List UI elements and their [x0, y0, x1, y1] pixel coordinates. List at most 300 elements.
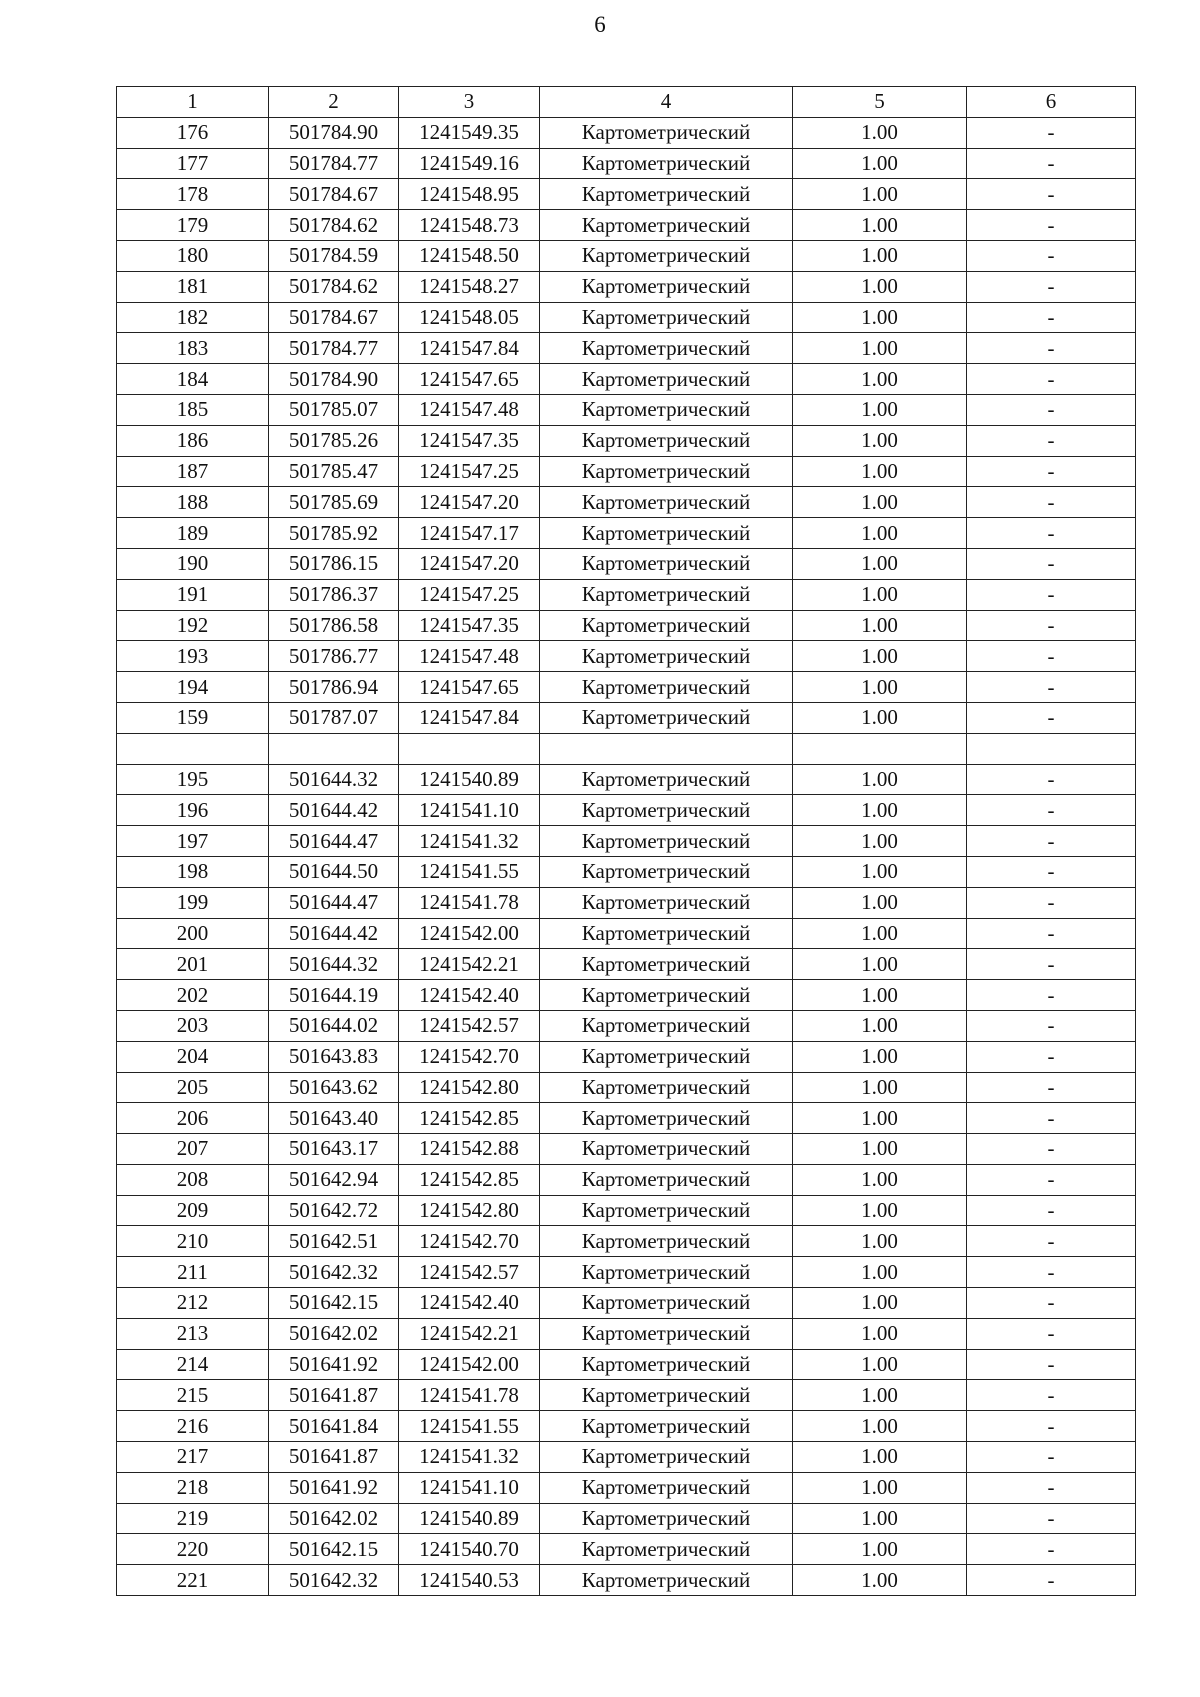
x-coordinate-cell: 501785.07 — [269, 394, 399, 425]
method-cell: Картометрический — [540, 1318, 793, 1349]
method-cell: Картометрический — [540, 1349, 793, 1380]
point-number-cell: 177 — [117, 148, 269, 179]
method-cell: Картометрический — [540, 1010, 793, 1041]
column-header: 6 — [967, 87, 1136, 118]
x-coordinate-cell: 501642.02 — [269, 1318, 399, 1349]
note-cell: - — [967, 1041, 1136, 1072]
accuracy-cell: 1.00 — [793, 795, 967, 826]
method-cell: Картометрический — [540, 1195, 793, 1226]
method-cell: Картометрический — [540, 1072, 793, 1103]
point-number-cell: 195 — [117, 764, 269, 795]
method-cell: Картометрический — [540, 333, 793, 364]
accuracy-cell: 1.00 — [793, 1195, 967, 1226]
note-cell: - — [967, 1349, 1136, 1380]
accuracy-cell: 1.00 — [793, 949, 967, 980]
accuracy-cell: 1.00 — [793, 364, 967, 395]
method-cell: Картометрический — [540, 456, 793, 487]
method-cell: Картометрический — [540, 826, 793, 857]
table-row — [117, 949, 1136, 980]
x-coordinate-cell: 501641.92 — [269, 1349, 399, 1380]
accuracy-cell: 1.00 — [793, 672, 967, 703]
accuracy-cell: 1.00 — [793, 548, 967, 579]
accuracy-cell: 1.00 — [793, 333, 967, 364]
method-cell: Картометрический — [540, 1442, 793, 1473]
x-coordinate-cell: 501784.77 — [269, 333, 399, 364]
x-coordinate-cell: 501644.02 — [269, 1010, 399, 1041]
note-cell: - — [967, 210, 1136, 241]
note-cell: - — [967, 394, 1136, 425]
y-coordinate-cell: 1241540.89 — [399, 1503, 540, 1534]
accuracy-cell: 1.00 — [793, 179, 967, 210]
point-number-cell: 183 — [117, 333, 269, 364]
point-number-cell — [117, 733, 269, 764]
y-coordinate-cell: 1241547.20 — [399, 487, 540, 518]
table-row — [117, 856, 1136, 887]
note-cell: - — [967, 1195, 1136, 1226]
method-cell: Картометрический — [540, 271, 793, 302]
x-coordinate-cell — [269, 733, 399, 764]
note-cell: - — [967, 1565, 1136, 1596]
x-coordinate-cell: 501642.72 — [269, 1195, 399, 1226]
method-cell — [540, 733, 793, 764]
x-coordinate-cell: 501785.69 — [269, 487, 399, 518]
method-cell: Картометрический — [540, 1411, 793, 1442]
y-coordinate-cell: 1241542.40 — [399, 1288, 540, 1319]
point-number-cell: 178 — [117, 179, 269, 210]
note-cell: - — [967, 487, 1136, 518]
point-number-cell: 205 — [117, 1072, 269, 1103]
accuracy-cell: 1.00 — [793, 641, 967, 672]
note-cell: - — [967, 1288, 1136, 1319]
x-coordinate-cell: 501784.67 — [269, 179, 399, 210]
y-coordinate-cell: 1241541.32 — [399, 1442, 540, 1473]
x-coordinate-cell: 501644.19 — [269, 980, 399, 1011]
table-row — [117, 1226, 1136, 1257]
table-row — [117, 1134, 1136, 1165]
table-row — [117, 641, 1136, 672]
note-cell: - — [967, 456, 1136, 487]
table-row — [117, 1411, 1136, 1442]
table-row — [117, 1503, 1136, 1534]
note-cell: - — [967, 918, 1136, 949]
x-coordinate-cell: 501787.07 — [269, 702, 399, 733]
x-coordinate-cell: 501785.47 — [269, 456, 399, 487]
x-coordinate-cell: 501784.62 — [269, 210, 399, 241]
accuracy-cell: 1.00 — [793, 1257, 967, 1288]
accuracy-cell: 1.00 — [793, 579, 967, 610]
point-number-cell: 212 — [117, 1288, 269, 1319]
accuracy-cell: 1.00 — [793, 1226, 967, 1257]
accuracy-cell: 1.00 — [793, 918, 967, 949]
point-number-cell: 180 — [117, 240, 269, 271]
y-coordinate-cell: 1241541.78 — [399, 887, 540, 918]
y-coordinate-cell: 1241547.84 — [399, 333, 540, 364]
table-row — [117, 240, 1136, 271]
method-cell: Картометрический — [540, 887, 793, 918]
table-row — [117, 1072, 1136, 1103]
x-coordinate-cell: 501644.32 — [269, 949, 399, 980]
point-number-cell: 181 — [117, 271, 269, 302]
note-cell: - — [967, 240, 1136, 271]
point-number-cell: 219 — [117, 1503, 269, 1534]
accuracy-cell: 1.00 — [793, 980, 967, 1011]
accuracy-cell: 1.00 — [793, 148, 967, 179]
method-cell: Картометрический — [540, 764, 793, 795]
accuracy-cell: 1.00 — [793, 1442, 967, 1473]
y-coordinate-cell: 1241542.70 — [399, 1041, 540, 1072]
accuracy-cell — [793, 733, 967, 764]
method-cell: Картометрический — [540, 1565, 793, 1596]
accuracy-cell: 1.00 — [793, 1072, 967, 1103]
y-coordinate-cell: 1241540.89 — [399, 764, 540, 795]
accuracy-cell: 1.00 — [793, 1103, 967, 1134]
note-cell: - — [967, 1103, 1136, 1134]
method-cell: Картометрический — [540, 1103, 793, 1134]
y-coordinate-cell: 1241547.25 — [399, 579, 540, 610]
y-coordinate-cell: 1241542.57 — [399, 1257, 540, 1288]
table-row — [117, 702, 1136, 733]
method-cell: Картометрический — [540, 148, 793, 179]
method-cell: Картометрический — [540, 1472, 793, 1503]
y-coordinate-cell: 1241548.50 — [399, 240, 540, 271]
x-coordinate-cell: 501786.15 — [269, 548, 399, 579]
y-coordinate-cell: 1241540.53 — [399, 1565, 540, 1596]
x-coordinate-cell: 501641.87 — [269, 1442, 399, 1473]
x-coordinate-cell: 501786.94 — [269, 672, 399, 703]
x-coordinate-cell: 501641.92 — [269, 1472, 399, 1503]
method-cell: Картометрический — [540, 1503, 793, 1534]
table-row — [117, 1164, 1136, 1195]
table-row — [117, 795, 1136, 826]
table-row — [117, 117, 1136, 148]
y-coordinate-cell: 1241549.35 — [399, 117, 540, 148]
table-row — [117, 1010, 1136, 1041]
y-coordinate-cell: 1241542.00 — [399, 918, 540, 949]
point-number-cell: 209 — [117, 1195, 269, 1226]
x-coordinate-cell: 501642.02 — [269, 1503, 399, 1534]
x-coordinate-cell: 501641.87 — [269, 1380, 399, 1411]
table-row — [117, 425, 1136, 456]
point-number-cell: 186 — [117, 425, 269, 456]
point-number-cell: 189 — [117, 518, 269, 549]
y-coordinate-cell: 1241542.21 — [399, 949, 540, 980]
y-coordinate-cell: 1241540.70 — [399, 1534, 540, 1565]
y-coordinate-cell: 1241542.88 — [399, 1134, 540, 1165]
table-row — [117, 1195, 1136, 1226]
point-number-cell: 206 — [117, 1103, 269, 1134]
y-coordinate-cell: 1241547.48 — [399, 641, 540, 672]
x-coordinate-cell: 501784.90 — [269, 364, 399, 395]
y-coordinate-cell: 1241548.73 — [399, 210, 540, 241]
accuracy-cell: 1.00 — [793, 826, 967, 857]
table-row — [117, 179, 1136, 210]
table-row — [117, 672, 1136, 703]
point-number-cell: 202 — [117, 980, 269, 1011]
method-cell: Картометрический — [540, 1164, 793, 1195]
coordinates-table — [116, 86, 1136, 1596]
point-number-cell: 179 — [117, 210, 269, 241]
y-coordinate-cell: 1241542.00 — [399, 1349, 540, 1380]
note-cell: - — [967, 887, 1136, 918]
point-number-cell: 198 — [117, 856, 269, 887]
y-coordinate-cell: 1241542.85 — [399, 1164, 540, 1195]
point-number-cell: 201 — [117, 949, 269, 980]
note-cell: - — [967, 1534, 1136, 1565]
x-coordinate-cell: 501785.92 — [269, 518, 399, 549]
table-row — [117, 548, 1136, 579]
x-coordinate-cell: 501784.62 — [269, 271, 399, 302]
y-coordinate-cell: 1241542.40 — [399, 980, 540, 1011]
y-coordinate-cell: 1241542.80 — [399, 1072, 540, 1103]
column-header: 5 — [793, 87, 967, 118]
y-coordinate-cell: 1241548.95 — [399, 179, 540, 210]
note-cell: - — [967, 1411, 1136, 1442]
note-cell: - — [967, 1503, 1136, 1534]
note-cell: - — [967, 641, 1136, 672]
note-cell: - — [967, 795, 1136, 826]
x-coordinate-cell: 501644.47 — [269, 887, 399, 918]
method-cell: Картометрический — [540, 980, 793, 1011]
method-cell: Картометрический — [540, 518, 793, 549]
accuracy-cell: 1.00 — [793, 1134, 967, 1165]
y-coordinate-cell: 1241542.70 — [399, 1226, 540, 1257]
method-cell: Картометрический — [540, 641, 793, 672]
table-row — [117, 826, 1136, 857]
accuracy-cell: 1.00 — [793, 456, 967, 487]
x-coordinate-cell: 501786.37 — [269, 579, 399, 610]
y-coordinate-cell: 1241547.35 — [399, 425, 540, 456]
note-cell: - — [967, 1257, 1136, 1288]
y-coordinate-cell: 1241548.05 — [399, 302, 540, 333]
accuracy-cell: 1.00 — [793, 302, 967, 333]
table-row — [117, 733, 1136, 764]
y-coordinate-cell — [399, 733, 540, 764]
table-row — [117, 456, 1136, 487]
note-cell: - — [967, 702, 1136, 733]
table-row — [117, 918, 1136, 949]
method-cell: Картометрический — [540, 1226, 793, 1257]
method-cell: Картометрический — [540, 179, 793, 210]
method-cell: Картометрический — [540, 1534, 793, 1565]
note-cell: - — [967, 179, 1136, 210]
table-row — [117, 1472, 1136, 1503]
note-cell: - — [967, 117, 1136, 148]
accuracy-cell: 1.00 — [793, 1318, 967, 1349]
point-number-cell: 210 — [117, 1226, 269, 1257]
y-coordinate-cell: 1241542.85 — [399, 1103, 540, 1134]
table-row — [117, 1318, 1136, 1349]
point-number-cell: 203 — [117, 1010, 269, 1041]
table-body — [117, 87, 1136, 1596]
table-row — [117, 518, 1136, 549]
table-row — [117, 887, 1136, 918]
point-number-cell: 184 — [117, 364, 269, 395]
y-coordinate-cell: 1241541.55 — [399, 1411, 540, 1442]
method-cell: Картометрический — [540, 795, 793, 826]
point-number-cell: 214 — [117, 1349, 269, 1380]
point-number-cell: 187 — [117, 456, 269, 487]
y-coordinate-cell: 1241547.48 — [399, 394, 540, 425]
column-header: 3 — [399, 87, 540, 118]
point-number-cell: 204 — [117, 1041, 269, 1072]
column-header: 1 — [117, 87, 269, 118]
accuracy-cell: 1.00 — [793, 856, 967, 887]
note-cell: - — [967, 1318, 1136, 1349]
column-header: 4 — [540, 87, 793, 118]
table-row — [117, 148, 1136, 179]
point-number-cell: 188 — [117, 487, 269, 518]
y-coordinate-cell: 1241547.65 — [399, 672, 540, 703]
y-coordinate-cell: 1241547.25 — [399, 456, 540, 487]
point-number-cell: 218 — [117, 1472, 269, 1503]
accuracy-cell: 1.00 — [793, 1380, 967, 1411]
table-row — [117, 1349, 1136, 1380]
x-coordinate-cell: 501642.15 — [269, 1288, 399, 1319]
method-cell: Картометрический — [540, 240, 793, 271]
table-row — [117, 1380, 1136, 1411]
point-number-cell: 193 — [117, 641, 269, 672]
table-row — [117, 1257, 1136, 1288]
x-coordinate-cell: 501643.40 — [269, 1103, 399, 1134]
table-row — [117, 364, 1136, 395]
note-cell: - — [967, 1226, 1136, 1257]
note-cell: - — [967, 1072, 1136, 1103]
note-cell: - — [967, 1472, 1136, 1503]
note-cell: - — [967, 1010, 1136, 1041]
x-coordinate-cell: 501644.47 — [269, 826, 399, 857]
accuracy-cell: 1.00 — [793, 1411, 967, 1442]
x-coordinate-cell: 501642.32 — [269, 1565, 399, 1596]
y-coordinate-cell: 1241541.55 — [399, 856, 540, 887]
point-number-cell: 197 — [117, 826, 269, 857]
x-coordinate-cell: 501642.32 — [269, 1257, 399, 1288]
y-coordinate-cell: 1241547.65 — [399, 364, 540, 395]
table-row — [117, 487, 1136, 518]
method-cell: Картометрический — [540, 210, 793, 241]
point-number-cell: 216 — [117, 1411, 269, 1442]
point-number-cell: 196 — [117, 795, 269, 826]
table-row — [117, 1442, 1136, 1473]
y-coordinate-cell: 1241547.35 — [399, 610, 540, 641]
accuracy-cell: 1.00 — [793, 394, 967, 425]
accuracy-cell: 1.00 — [793, 1503, 967, 1534]
method-cell: Картометрический — [540, 672, 793, 703]
point-number-cell: 200 — [117, 918, 269, 949]
x-coordinate-cell: 501786.77 — [269, 641, 399, 672]
table-row — [117, 1534, 1136, 1565]
point-number-cell: 182 — [117, 302, 269, 333]
note-cell: - — [967, 610, 1136, 641]
point-number-cell: 176 — [117, 117, 269, 148]
point-number-cell: 194 — [117, 672, 269, 703]
accuracy-cell: 1.00 — [793, 1472, 967, 1503]
method-cell: Картометрический — [540, 364, 793, 395]
column-header: 2 — [269, 87, 399, 118]
point-number-cell: 159 — [117, 702, 269, 733]
table-row — [117, 1103, 1136, 1134]
point-number-cell: 185 — [117, 394, 269, 425]
method-cell: Картометрический — [540, 117, 793, 148]
point-number-cell: 208 — [117, 1164, 269, 1195]
note-cell: - — [967, 764, 1136, 795]
note-cell: - — [967, 1442, 1136, 1473]
note-cell: - — [967, 548, 1136, 579]
x-coordinate-cell: 501642.15 — [269, 1534, 399, 1565]
table-row — [117, 1565, 1136, 1596]
table-row — [117, 764, 1136, 795]
y-coordinate-cell: 1241542.80 — [399, 1195, 540, 1226]
accuracy-cell: 1.00 — [793, 240, 967, 271]
accuracy-cell: 1.00 — [793, 764, 967, 795]
accuracy-cell: 1.00 — [793, 487, 967, 518]
point-number-cell: 191 — [117, 579, 269, 610]
table-header-row — [117, 87, 1136, 118]
y-coordinate-cell: 1241548.27 — [399, 271, 540, 302]
method-cell: Картометрический — [540, 425, 793, 456]
y-coordinate-cell: 1241541.10 — [399, 1472, 540, 1503]
y-coordinate-cell: 1241547.84 — [399, 702, 540, 733]
table-row — [117, 579, 1136, 610]
note-cell: - — [967, 302, 1136, 333]
x-coordinate-cell: 501644.32 — [269, 764, 399, 795]
accuracy-cell: 1.00 — [793, 1041, 967, 1072]
point-number-cell: 207 — [117, 1134, 269, 1165]
accuracy-cell: 1.00 — [793, 425, 967, 456]
y-coordinate-cell: 1241541.32 — [399, 826, 540, 857]
x-coordinate-cell: 501641.84 — [269, 1411, 399, 1442]
table-row — [117, 333, 1136, 364]
y-coordinate-cell: 1241541.78 — [399, 1380, 540, 1411]
point-number-cell: 190 — [117, 548, 269, 579]
point-number-cell: 192 — [117, 610, 269, 641]
x-coordinate-cell: 501642.51 — [269, 1226, 399, 1257]
accuracy-cell: 1.00 — [793, 1565, 967, 1596]
note-cell: - — [967, 949, 1136, 980]
note-cell: - — [967, 1134, 1136, 1165]
y-coordinate-cell: 1241541.10 — [399, 795, 540, 826]
accuracy-cell: 1.00 — [793, 1010, 967, 1041]
y-coordinate-cell: 1241542.21 — [399, 1318, 540, 1349]
x-coordinate-cell: 501644.42 — [269, 795, 399, 826]
table-row — [117, 980, 1136, 1011]
point-number-cell: 221 — [117, 1565, 269, 1596]
method-cell: Картометрический — [540, 1257, 793, 1288]
note-cell: - — [967, 980, 1136, 1011]
table-row — [117, 210, 1136, 241]
accuracy-cell: 1.00 — [793, 1164, 967, 1195]
page-number: 6 — [594, 12, 606, 37]
x-coordinate-cell: 501786.58 — [269, 610, 399, 641]
point-number-cell: 220 — [117, 1534, 269, 1565]
x-coordinate-cell: 501642.94 — [269, 1164, 399, 1195]
note-cell: - — [967, 856, 1136, 887]
accuracy-cell: 1.00 — [793, 1288, 967, 1319]
accuracy-cell: 1.00 — [793, 610, 967, 641]
note-cell: - — [967, 826, 1136, 857]
x-coordinate-cell: 501784.67 — [269, 302, 399, 333]
table-row — [117, 302, 1136, 333]
method-cell: Картометрический — [540, 918, 793, 949]
table-row — [117, 610, 1136, 641]
method-cell: Картометрический — [540, 1134, 793, 1165]
table-row — [117, 1041, 1136, 1072]
y-coordinate-cell: 1241547.17 — [399, 518, 540, 549]
x-coordinate-cell: 501785.26 — [269, 425, 399, 456]
note-cell: - — [967, 1380, 1136, 1411]
point-number-cell: 213 — [117, 1318, 269, 1349]
note-cell: - — [967, 148, 1136, 179]
note-cell: - — [967, 364, 1136, 395]
